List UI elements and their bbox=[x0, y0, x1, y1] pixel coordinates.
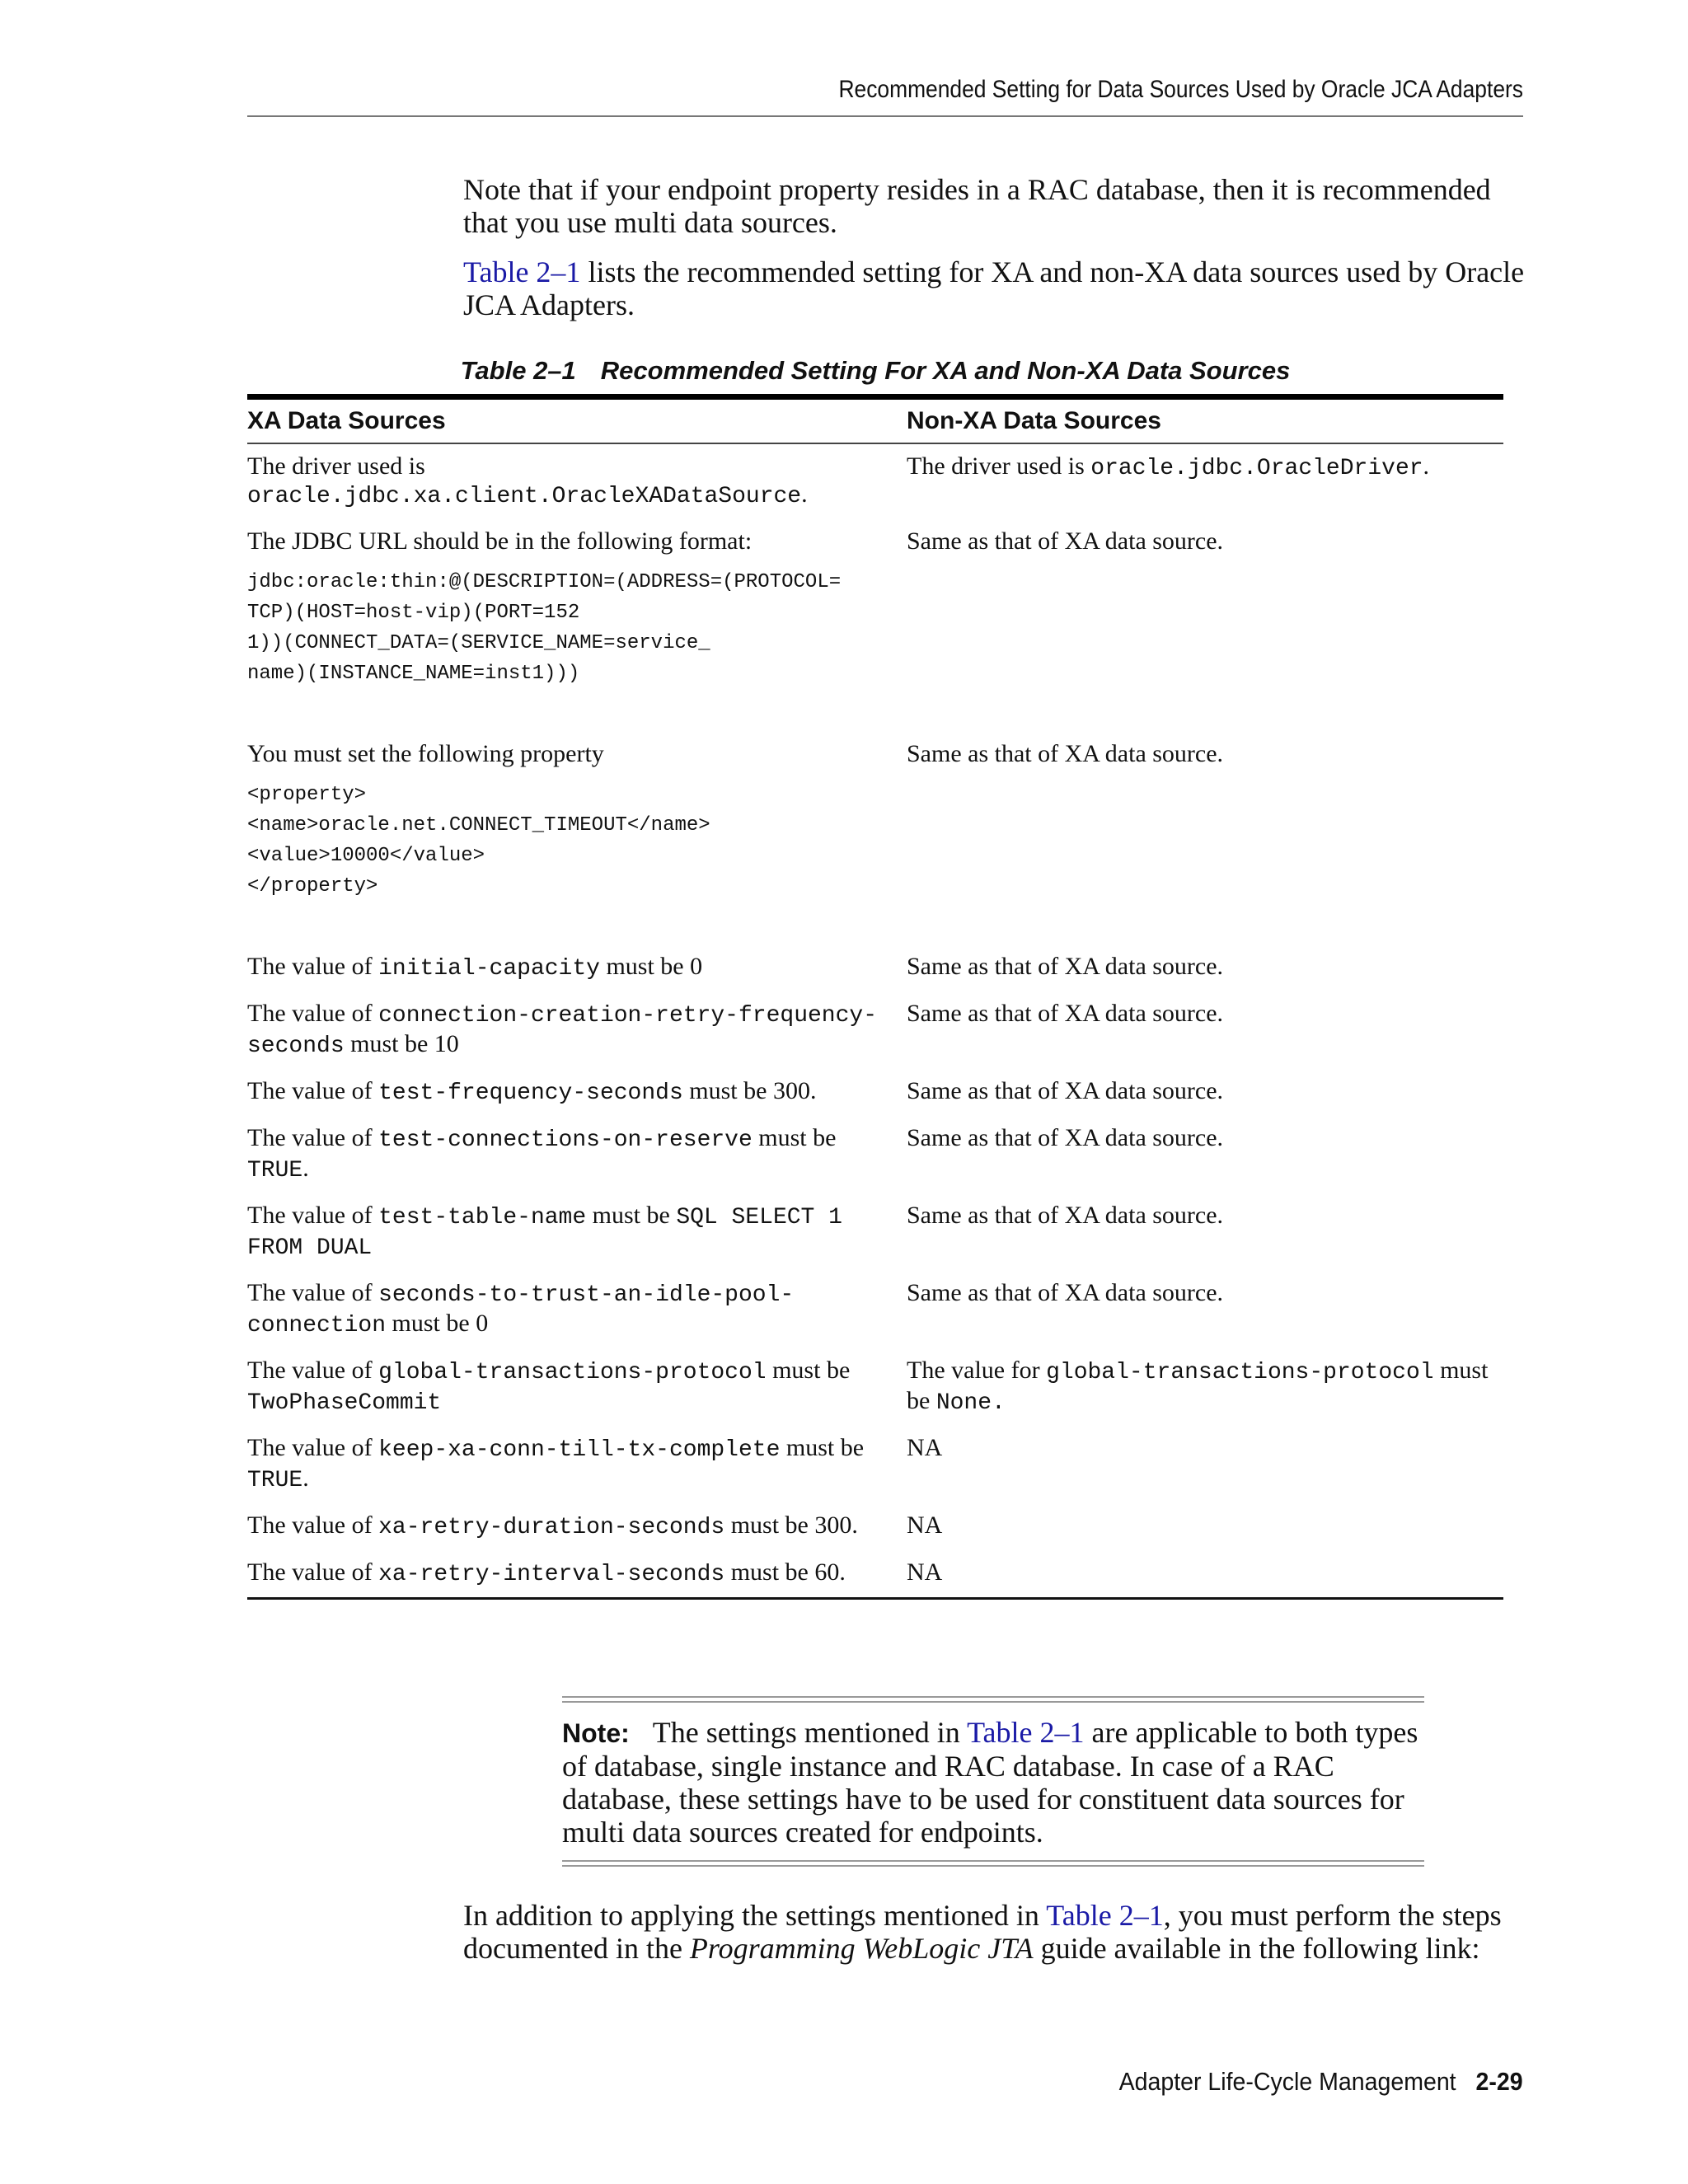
cell-text: Same as that of XA data source. bbox=[907, 1077, 1224, 1104]
cell-text: Same as that of XA data source. bbox=[907, 1124, 1224, 1151]
cell-code: test-table-name bbox=[378, 1205, 587, 1230]
non-xa-cell bbox=[907, 1426, 1503, 1503]
table-row bbox=[247, 1503, 1503, 1550]
non-xa-cell bbox=[907, 1271, 1503, 1348]
cell-code: SQL SELECT 1 FROM DUAL bbox=[247, 1205, 842, 1261]
cell-text: The value of bbox=[247, 1077, 379, 1104]
xa-cell bbox=[247, 944, 907, 991]
table-row bbox=[247, 519, 1503, 732]
cell-text: NA bbox=[907, 1511, 943, 1539]
cell-text: The value of bbox=[247, 1202, 379, 1229]
table-row bbox=[247, 1116, 1503, 1193]
cell-text: You must set the following property bbox=[247, 740, 604, 767]
cell-text: The JDBC URL should be in the following format: bbox=[247, 527, 753, 555]
cell-text: must be bbox=[586, 1202, 677, 1229]
cell-text: must be 300. bbox=[682, 1077, 817, 1104]
cell-text: The value of bbox=[247, 1279, 379, 1306]
cell-text: The driver used is bbox=[907, 452, 1091, 480]
table-caption bbox=[247, 356, 1503, 386]
xa-cell bbox=[247, 1426, 907, 1503]
cell-code: oracle.jdbc.xa.client.OracleXADataSource bbox=[247, 484, 802, 509]
cell-code: xa-retry-duration-seconds bbox=[378, 1515, 725, 1540]
table-row bbox=[247, 1193, 1503, 1271]
cell-text: Same as that of XA data source. bbox=[907, 740, 1224, 767]
cell-text: Same as that of XA data source. bbox=[907, 1000, 1224, 1027]
cell-code: connection-creation-retry-frequency-seconds bbox=[247, 1003, 878, 1059]
closing-text-after: guide available in the following link: bbox=[1033, 1932, 1480, 1965]
table-link[interactable]: Table 2–1 bbox=[463, 255, 581, 288]
closing-text-before: In addition to applying the settings mentioned in bbox=[463, 1899, 1047, 1932]
table-reference-text: lists the recommended setting for XA and non-XA data sources used by Oracle JCA Adapters. bbox=[463, 255, 1525, 321]
settings-table bbox=[247, 394, 1503, 1600]
footer-chapter-title: Adapter Life-Cycle Management bbox=[1118, 2067, 1456, 2096]
cell-text: The value of bbox=[247, 953, 379, 980]
cell-code: None. bbox=[935, 1390, 1006, 1416]
cell-text: The driver used is bbox=[247, 452, 425, 480]
table-row bbox=[247, 1348, 1503, 1426]
xa-cell bbox=[247, 1271, 907, 1348]
table-reference-paragraph bbox=[463, 255, 1526, 321]
cell-code-block: jdbc:oracle:thin:@(DESCRIPTION=(ADDRESS=(PROTOCOL= TCP)(HOST=host-vip)(PORT=152 1))(CONNECT_DATA=(SERVICE_NAME=service_ name)(INSTANCE_NAME=inst1))) bbox=[247, 571, 842, 685]
note-text-before: The settings mentioned in bbox=[652, 1716, 968, 1749]
note-bottom-rule bbox=[562, 1860, 1424, 1867]
table-caption-title: Recommended Setting For XA and Non-XA Data Sources bbox=[600, 356, 1291, 385]
xa-cell bbox=[247, 1503, 907, 1550]
non-xa-cell bbox=[907, 1550, 1503, 1599]
cell-text: The value of bbox=[247, 1000, 379, 1027]
cell-code-block: <property> <name>oracle.net.CONNECT_TIMEOUT</name> <value>10000</value> </property> bbox=[247, 784, 710, 898]
table-row bbox=[247, 732, 1503, 944]
closing-paragraph bbox=[463, 1899, 1526, 1965]
cell-text: The value of bbox=[247, 1124, 379, 1151]
cell-text: NA bbox=[907, 1558, 943, 1586]
note-text bbox=[562, 1703, 1424, 1860]
cell-text: The value of bbox=[247, 1558, 379, 1586]
xa-cell bbox=[247, 1193, 907, 1271]
cell-text: The value of bbox=[247, 1434, 379, 1461]
non-xa-cell bbox=[907, 732, 1503, 944]
cell-text: The value of bbox=[247, 1357, 379, 1384]
cell-code: oracle.jdbc.OracleDriver bbox=[1090, 456, 1423, 481]
table-header-row bbox=[247, 397, 1503, 444]
xa-cell bbox=[247, 1069, 907, 1116]
table-row bbox=[247, 1069, 1503, 1116]
note-box bbox=[562, 1696, 1424, 1867]
cell-text: must be 0 bbox=[599, 953, 703, 980]
non-xa-cell bbox=[907, 944, 1503, 991]
cell-text: must be 300. bbox=[724, 1511, 858, 1539]
running-header: Recommended Setting for Data Sources Used by Oracle JCA Adapters bbox=[838, 76, 1523, 103]
cell-text: Same as that of XA data source. bbox=[907, 953, 1224, 980]
cell-text: must be bbox=[780, 1434, 865, 1461]
table-row bbox=[247, 944, 1503, 991]
cell-text: Same as that of XA data source. bbox=[907, 1202, 1224, 1229]
table-caption-number: Table 2–1 bbox=[460, 356, 576, 385]
cell-text: . bbox=[302, 1465, 309, 1492]
intro-paragraph bbox=[463, 173, 1526, 239]
non-xa-cell bbox=[907, 443, 1503, 519]
xa-cell bbox=[247, 732, 907, 944]
cell-text: must be 0 bbox=[386, 1310, 489, 1337]
table-row bbox=[247, 991, 1503, 1069]
non-xa-cell bbox=[907, 1069, 1503, 1116]
closing-text-middle: , you must perform the steps documented in the bbox=[463, 1899, 1502, 1965]
cell-text: The value of bbox=[247, 1511, 379, 1539]
table-row bbox=[247, 443, 1503, 519]
cell-text: . bbox=[302, 1155, 309, 1182]
cell-code: xa-retry-interval-seconds bbox=[378, 1562, 725, 1587]
xa-cell bbox=[247, 1348, 907, 1426]
cell-text: must be bbox=[766, 1357, 851, 1384]
header-rule bbox=[247, 115, 1523, 117]
table-row bbox=[247, 1426, 1503, 1503]
cell-code: test-connections-on-reserve bbox=[378, 1127, 753, 1153]
cell-text: Same as that of XA data source. bbox=[907, 527, 1224, 555]
cell-text: must be 60. bbox=[724, 1558, 846, 1586]
cell-text: NA bbox=[907, 1434, 943, 1461]
note-table-link[interactable]: Table 2–1 bbox=[967, 1716, 1085, 1749]
note-top-rule bbox=[562, 1696, 1424, 1703]
non-xa-cell bbox=[907, 519, 1503, 732]
intro-paragraph-text: Note that if your endpoint property resides in a RAC database, then it is recommended that you use multi data sources. bbox=[463, 173, 1491, 239]
non-xa-cell bbox=[907, 991, 1503, 1069]
cell-code: keep-xa-conn-till-tx-complete bbox=[378, 1437, 781, 1463]
non-xa-cell bbox=[907, 1193, 1503, 1271]
cell-code: TRUE bbox=[247, 1158, 303, 1183]
cell-code: global-transactions-protocol bbox=[1046, 1360, 1434, 1385]
cell-text: must be bbox=[907, 1357, 1489, 1414]
footer-page-number: 2-29 bbox=[1475, 2067, 1523, 2096]
cell-code: test-frequency-seconds bbox=[378, 1080, 683, 1106]
table-row bbox=[247, 1271, 1503, 1348]
cell-code: global-transactions-protocol bbox=[378, 1360, 767, 1385]
column-header-non-xa: Non-XA Data Sources bbox=[907, 407, 1161, 434]
non-xa-cell bbox=[907, 1503, 1503, 1550]
cell-code: TRUE bbox=[247, 1468, 303, 1493]
cell-code: initial-capacity bbox=[378, 956, 600, 982]
xa-cell bbox=[247, 991, 907, 1069]
page-footer bbox=[1119, 2067, 1523, 2097]
xa-cell bbox=[247, 443, 907, 519]
closing-table-link[interactable]: Table 2–1 bbox=[1046, 1899, 1164, 1932]
note-label: Note: bbox=[562, 1718, 630, 1748]
cell-text: The value for bbox=[907, 1357, 1047, 1384]
cell-code: TwoPhaseCommit bbox=[247, 1390, 442, 1416]
cell-text: . bbox=[801, 480, 808, 508]
cell-text: must be bbox=[752, 1124, 837, 1151]
cell-text: must be 10 bbox=[344, 1030, 459, 1057]
xa-cell bbox=[247, 1116, 907, 1193]
closing-guide-title: Programming WebLogic JTA bbox=[689, 1932, 1034, 1965]
note-text-after: are applicable to both types of database, single instance and RAC database. In case of a RAC database, these settings have to be used for constituent data sources for multi data sources created for endpoints. bbox=[562, 1716, 1418, 1849]
cell-code: seconds-to-trust-an-idle-pool-connection bbox=[247, 1282, 795, 1338]
cell-text: . bbox=[1423, 452, 1430, 480]
non-xa-cell bbox=[907, 1116, 1503, 1193]
xa-cell bbox=[247, 1550, 907, 1599]
non-xa-cell bbox=[907, 1348, 1503, 1426]
xa-cell bbox=[247, 519, 907, 732]
column-header-xa: XA Data Sources bbox=[247, 407, 446, 434]
cell-text: Same as that of XA data source. bbox=[907, 1279, 1224, 1306]
table-row bbox=[247, 1550, 1503, 1599]
